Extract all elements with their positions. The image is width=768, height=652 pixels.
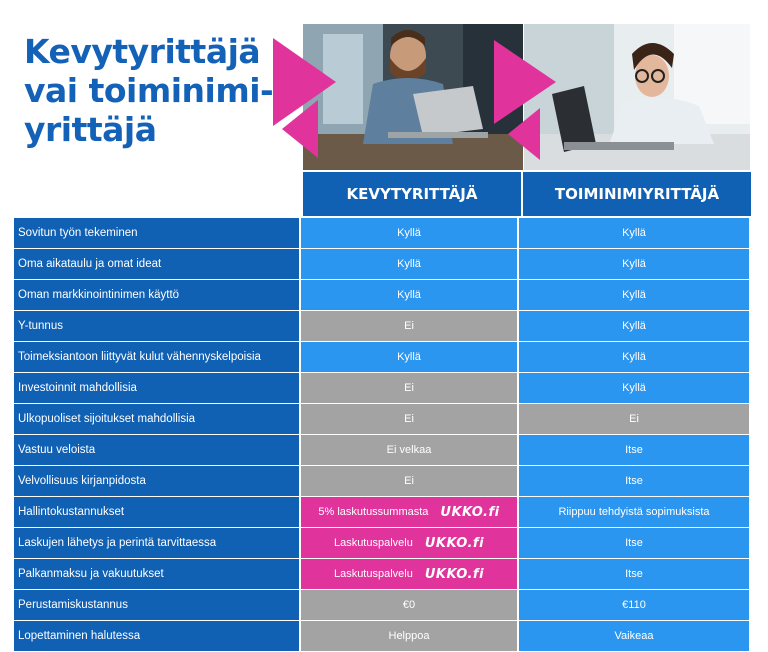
cell-value: Kyllä [397,258,421,270]
ukko-logo: UKKO.fi [424,566,485,582]
cell-value: Ei [629,413,639,425]
cell-value: Helppoa [388,630,430,642]
cell-value: Kyllä [397,227,421,239]
table-row [14,249,751,280]
cell-kevytyrittaja [301,249,519,279]
table-row [14,280,751,311]
cell-value: Kyllä [622,289,646,301]
cell-toiminimiyrittaja [519,404,749,434]
row-label: Oma aikataulu ja omat ideat [14,249,301,279]
cell-value: Ei velkaa [386,444,432,456]
cell-value: Kyllä [397,289,421,301]
ukko-logo: UKKO.fi [424,535,485,551]
cell-value: Ei [404,475,414,487]
cell-value: Laskutuspalvelu [333,568,413,580]
row-label: Velvollisuus kirjanpidosta [14,466,301,496]
table-row [14,466,751,497]
cell-toiminimiyrittaja [519,497,749,527]
photo-man-laptop [303,24,523,170]
cell-kevytyrittaja [301,342,519,372]
cell-kevytyrittaja [301,311,519,341]
row-label: Oman markkinointinimen käyttö [14,280,301,310]
cell-kevytyrittaja [301,466,519,496]
row-label: Laskujen lähetys ja perintä tarvittaessa [14,528,301,558]
cell-toiminimiyrittaja [519,218,749,248]
row-label: Hallintokustannukset [14,497,301,527]
cell-kevytyrittaja [301,528,519,558]
row-label: Y-tunnus [14,311,301,341]
cell-value: Itse [625,537,643,549]
cell-value: Itse [625,475,643,487]
cell-toiminimiyrittaja [519,590,749,620]
column-header-kevytyrittaja: KEVYTYRITTÄJÄ [303,172,521,216]
cell-toiminimiyrittaja [519,373,749,403]
cell-value: Kyllä [622,382,646,394]
cell-kevytyrittaja [301,373,519,403]
cell-toiminimiyrittaja [519,528,749,558]
cell-toiminimiyrittaja [519,466,749,496]
table-row [14,218,751,249]
cell-kevytyrittaja [301,559,519,589]
row-label: Perustamiskustannus [14,590,301,620]
row-label: Lopettaminen halutessa [14,621,301,651]
cell-kevytyrittaja [301,590,519,620]
cell-value: Ei [404,413,414,425]
cell-value: Ei [404,382,414,394]
table-row [14,590,751,621]
row-label: Vastuu veloista [14,435,301,465]
cell-value: Kyllä [622,227,646,239]
cell-value: Itse [625,568,643,580]
cell-kevytyrittaja [301,404,519,434]
table-row [14,497,751,528]
table-row [14,311,751,342]
cell-value: Laskutuspalvelu [333,537,413,549]
table-row [14,435,751,466]
cell-value: €0 [402,599,416,611]
cell-value: Kyllä [622,320,646,332]
cell-value: 5% laskutussummasta [318,506,429,518]
row-label: Investoinnit mahdollisia [14,373,301,403]
cell-toiminimiyrittaja [519,559,749,589]
page-title: Kevytyrittäjä vai toiminimi-yrittäjä [24,32,274,149]
table-row [14,528,751,559]
cell-value: Kyllä [397,351,421,363]
cell-toiminimiyrittaja [519,280,749,310]
cell-kevytyrittaja [301,497,519,527]
row-label: Palkanmaksu ja vakuutukset [14,559,301,589]
photo-woman-laptop [524,24,750,170]
cell-kevytyrittaja [301,280,519,310]
cell-value: Riippuu tehdyistä sopimuksista [558,506,710,518]
cell-value: Kyllä [622,351,646,363]
cell-value: Ei [404,320,414,332]
cell-kevytyrittaja [301,435,519,465]
cell-value: €110 [622,599,646,611]
cell-value: Vaikeaa [614,630,654,642]
cell-toiminimiyrittaja [519,311,749,341]
cell-value: Kyllä [622,258,646,270]
row-label: Ulkopuoliset sijoitukset mahdollisia [14,404,301,434]
cell-value: Itse [625,444,643,456]
column-header-toiminimiyrittaja: TOIMINIMIYRITTÄJÄ [523,172,751,216]
table-row [14,342,751,373]
row-label: Sovitun työn tekeminen [14,218,301,248]
cell-toiminimiyrittaja [519,435,749,465]
table-row [14,373,751,404]
cell-kevytyrittaja [301,218,519,248]
comparison-table [14,218,751,652]
table-row [14,559,751,590]
cell-toiminimiyrittaja [519,249,749,279]
table-row [14,621,751,652]
row-label: Toimeksiantoon liittyvät kulut vähennyskelpoisia [14,342,301,372]
ukko-logo: UKKO.fi [440,504,500,520]
table-row [14,404,751,435]
cell-toiminimiyrittaja [519,342,749,372]
